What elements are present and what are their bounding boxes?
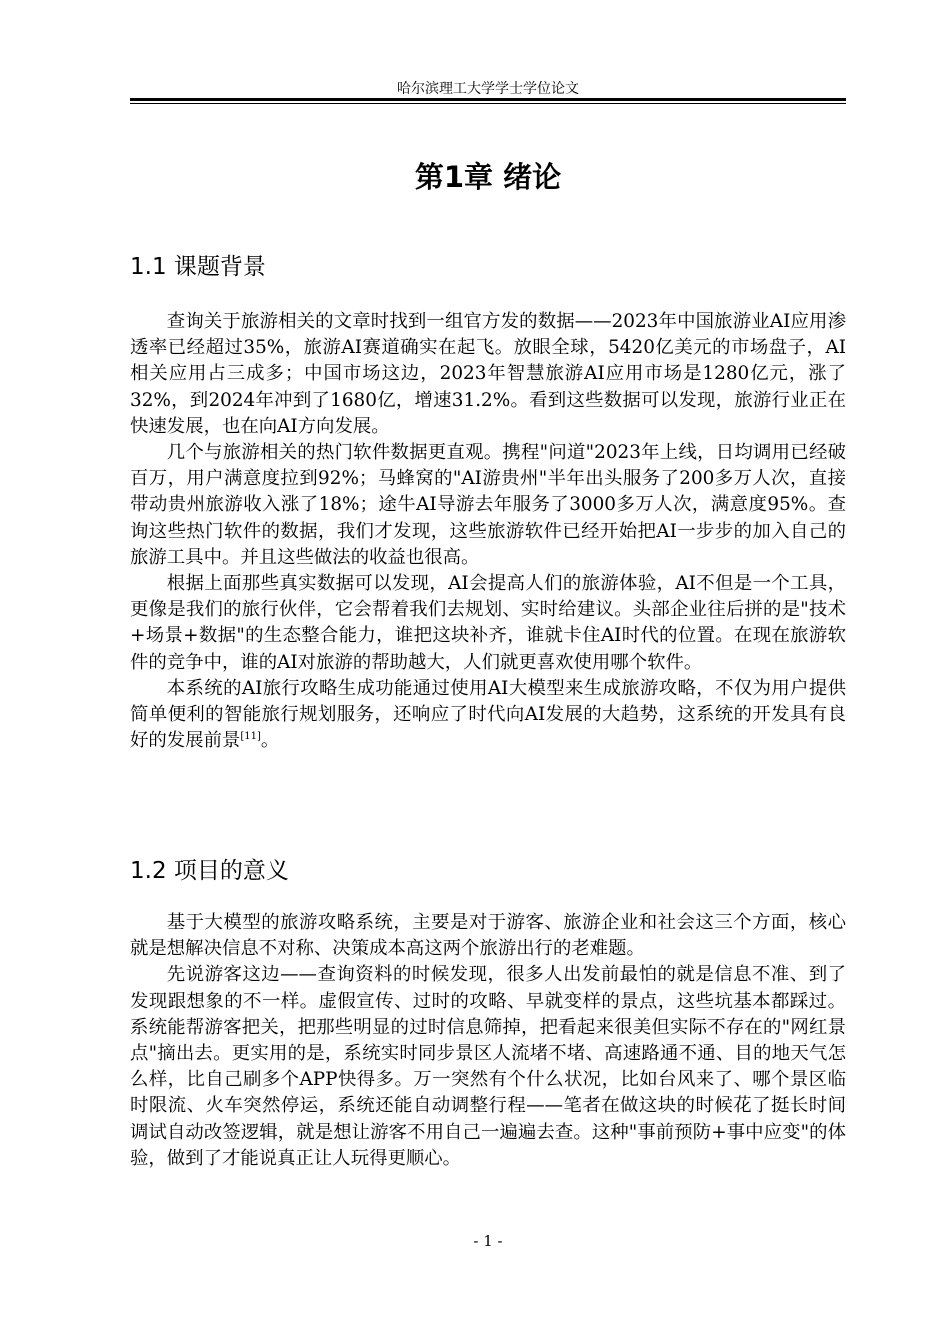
page-number: - 1 - bbox=[473, 1232, 503, 1250]
paragraph: 先说游客这边——查询资料的时候发现，很多人出发前最怕的就是信息不准、到了发现跟想象的不一样。虚假宣传、过时的攻略、早就变样的景点，这些坑基本都踩过。系统能帮游客把关，把那些明显的过时信息筛掉，把看起来很美但实际不存在的"网红景点"摘出去。更实用的是，系统实时同步景区人流堵不堵、高速路通不通、目的地天气怎么样，比自己刷多个APP快得多。万一突然有个什么状况，比如台风来了、哪个景区临时限流、火车突然停运，系统还能自动调整行程——笔者在做这块的时候花了挺长时间调试自动改签逻辑，就是想让游客不用自己一遍遍去查。这种"事前预防+事中应变"的体验，做到了才能说真正让人玩得更顺心。 bbox=[130, 964, 846, 1169]
header-rule-thick bbox=[130, 98, 846, 101]
header-rule-thin bbox=[130, 103, 846, 104]
paragraph: 查询关于旅游相关的文章时找到一组官方发的数据——2023年中国旅游业AI应用渗透率已经超过35%，旅游AI赛道确实在起飞。放眼全球，5420亿美元的市场盘子，AI相关应用占三成多；中国市场这边，2023年智慧旅游AI应用市场是1280亿元，涨了32%，到2024年冲到了1680亿，增速31.2%。看到这些数据可以发现，旅游行业正在快速发展，也在向AI方向发展。 bbox=[130, 311, 846, 437]
paragraph: 几个与旅游相关的热门软件数据更直观。携程"问道"2023年上线，日均调用已经破百万，用户满意度拉到92%；马蜂窝的"AI游贵州"半年出头服务了200多万人次，直接带动贵州旅游收入涨了18%；途牛AI导游去年服务了3000多万人次，满意度95%。查询这些热门软件的数据，我们才发现，这些旅游软件已经开始把AI一步步的加入自己的旅游工具中。并且这些做法的收益也很高。 bbox=[130, 442, 846, 568]
paragraph-end: 。 bbox=[260, 730, 280, 752]
section-heading-1-1: 1.1 课题背景 bbox=[130, 254, 266, 280]
section-1-1-body bbox=[130, 309, 846, 754]
section-1-2-body bbox=[130, 910, 846, 1172]
citation-reference[interactable]: [11] bbox=[240, 731, 261, 743]
running-header: 哈尔滨理工大学学士学位论文 bbox=[397, 81, 579, 97]
paragraph: 根据上面那些真实数据可以发现，AI会提高人们的旅游体验，AI不但是一个工具，更像是我们的旅行伙伴，它会帮着我们去规划、实时给建议。头部企业往后拼的是"技术+场景+数据"的生态整合能力，谁把这块补齐，谁就卡住AI时代的位置。在现在旅游软件的竞争中，谁的AI对旅游的帮助越大，人们就更喜欢使用哪个软件。 bbox=[130, 573, 846, 673]
paragraph bbox=[130, 676, 846, 755]
section-heading-1-2: 1.2 项目的意义 bbox=[130, 858, 289, 884]
paragraph: 基于大模型的旅游攻略系统，主要是对于游客、旅游企业和社会这三个方面，核心就是想解决信息不对称、决策成本高这两个旅游出行的老难题。 bbox=[130, 912, 846, 960]
chapter-title: 第1章 绪论 bbox=[414, 160, 562, 194]
paragraph-text: 本系统的AI旅行攻略生成功能通过使用AI大模型来生成旅游攻略，不仅为用户提供简单便利的智能旅行规划服务，还响应了时代向AI发展的大趋势，这系统的开发具有良好的发展前景 bbox=[130, 677, 846, 752]
